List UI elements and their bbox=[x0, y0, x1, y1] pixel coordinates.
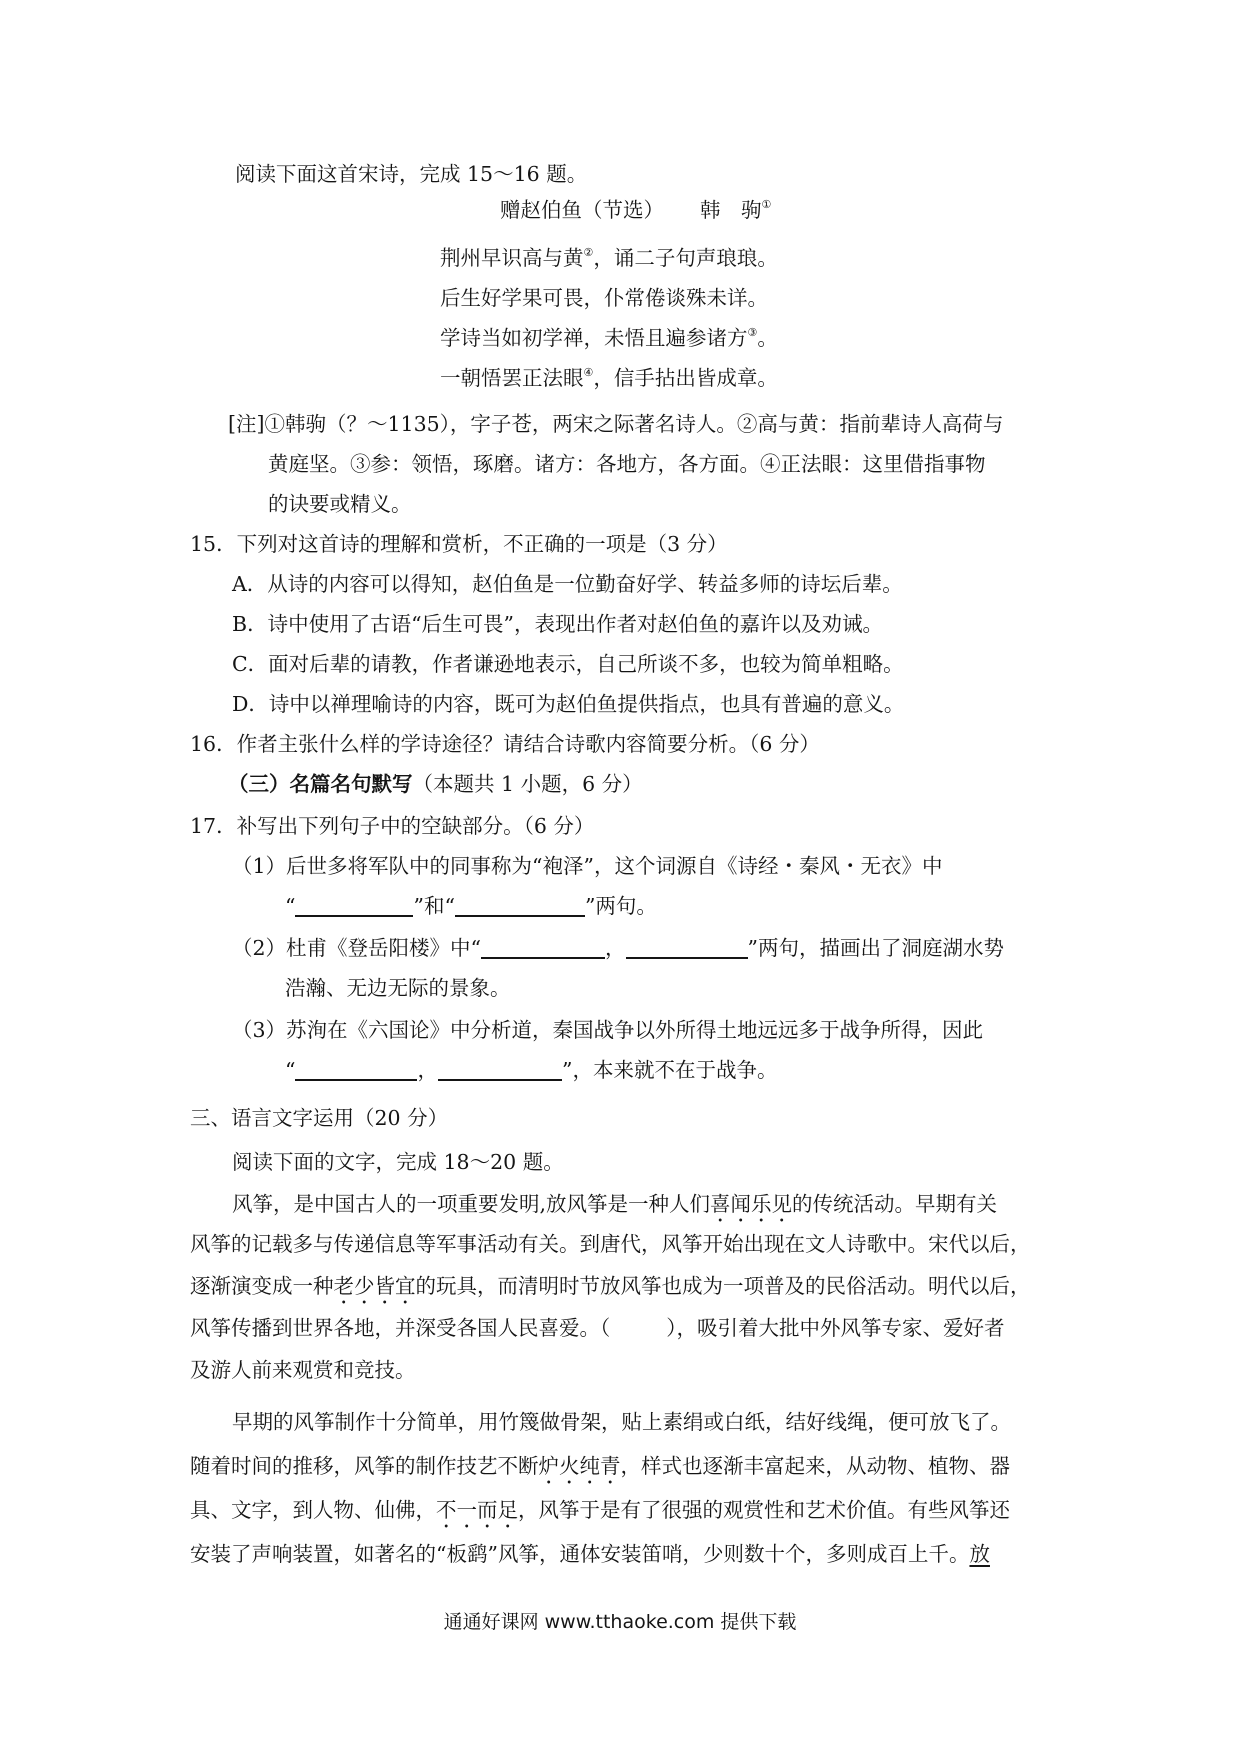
para-text: 风筝传播到世界各地，并深受各国人民喜爱。（ bbox=[190, 1316, 611, 1340]
poem-text: ，诵二子句声琅琅。 bbox=[593, 246, 778, 270]
poem-note-line-2: 黄庭坚。③参：领悟，琢磨。诸方：各地方，各方面。④正法眼：这里借指事物 bbox=[268, 452, 986, 476]
poem-author: 韩 驹 bbox=[700, 198, 762, 222]
underlined-char: 放 bbox=[969, 1542, 990, 1566]
comma: ， bbox=[417, 1058, 438, 1082]
poem-title-line bbox=[500, 196, 771, 224]
poem-text: ，信手拈出皆成章。 bbox=[593, 366, 778, 390]
para-text: ），吸引着大批中外风筝专家、爱好者 bbox=[666, 1316, 1005, 1340]
question-17-part-2 bbox=[232, 934, 1004, 962]
paragraph-1-line-4 bbox=[190, 1314, 1005, 1342]
para-text: 的传统活动。早期有关 bbox=[792, 1192, 998, 1216]
poem-line-4 bbox=[440, 364, 778, 392]
emphasized-phrase: 喜闻乐见 bbox=[710, 1192, 793, 1216]
question-15-option-b: B．诗中使用了古语“后生可畏”，表现出作者对赵伯鱼的嘉许以及劝诫。 bbox=[232, 612, 884, 636]
para-text: 逐渐演变成一种 bbox=[190, 1274, 334, 1298]
poem-line-1 bbox=[440, 244, 778, 272]
note-marker: ② bbox=[583, 246, 594, 259]
para-text: 安装了声响装置，如著名的“板鹞”风筝，通体安装笛哨，少则数十个，多则成百上千。 bbox=[190, 1542, 970, 1566]
para-text: ，样式也逐渐丰富起来，从动物、植物、器 bbox=[620, 1454, 1010, 1478]
question-17-part-1: （1）后世多将军队中的同事称为“袍泽”，这个词源自《诗经・秦风・无衣》中 bbox=[232, 854, 943, 878]
comma: ， bbox=[605, 936, 626, 960]
quote-connector: ”和“ bbox=[413, 894, 455, 918]
question-17-part-3: （3）苏洵在《六国论》中分析道，秦国战争以外所得土地远远多于战争所得，因此 bbox=[232, 1018, 984, 1042]
poem-text: 学诗当如初学禅，未悟且遍参诸方 bbox=[440, 326, 748, 350]
poem-note-line-1: [注]①韩驹（？～1135），字子苍，两宋之际著名诗人。②高与黄：指前辈诗人高荷与 bbox=[228, 412, 1004, 436]
question-15-option-d: D．诗中以禅理喻诗的内容，既可为赵伯鱼提供指点，也具有普遍的意义。 bbox=[232, 692, 905, 716]
para-text: ，风筝于是有了很强的观赏性和艺术价值。有些风筝还 bbox=[518, 1498, 1010, 1522]
paragraph-2-line-2 bbox=[190, 1452, 1010, 1489]
note-marker: ④ bbox=[583, 366, 594, 379]
poem-line-3 bbox=[440, 324, 778, 352]
emphasized-phrase: 不一而足 bbox=[436, 1498, 518, 1522]
reading-intro: 阅读下面这首宋诗，完成 15～16 题。 bbox=[235, 162, 588, 186]
answer-blank[interactable] bbox=[626, 937, 748, 959]
poem-text: 荆州早识高与黄 bbox=[440, 246, 584, 270]
paragraph-1-line-2: 风筝的记载多与传递信息等军事活动有关。到唐代，风筝开始出现在文人诗歌中。宋代以后， bbox=[190, 1232, 1031, 1256]
section-3-heading bbox=[228, 770, 643, 798]
quote-mark: “ bbox=[285, 1058, 296, 1082]
para-text: 的玩具，而清明时节放风筝也成为一项普及的民俗活动。明代以后， bbox=[415, 1274, 1031, 1298]
answer-blank[interactable] bbox=[295, 895, 413, 917]
note-marker: ③ bbox=[747, 326, 758, 339]
section-3-info: （本题共 1 小题，6 分） bbox=[412, 772, 643, 796]
question-15-stem: 15．下列对这首诗的理解和赏析，不正确的一项是（3 分） bbox=[190, 532, 728, 556]
poem-note-line-3: 的诀要或精义。 bbox=[268, 492, 412, 516]
part-3-intro: 阅读下面的文字，完成 18～20 题。 bbox=[232, 1150, 564, 1174]
quote-mark: “ bbox=[285, 894, 296, 918]
emphasized-phrase: 老少皆宜 bbox=[333, 1274, 416, 1298]
question-17-part-3-blanks bbox=[285, 1056, 777, 1084]
para-text: 具、文字，到人物、仙佛， bbox=[190, 1498, 436, 1522]
quote-suffix: ”，本来就不在于战争。 bbox=[561, 1058, 778, 1082]
poem-title: 赠赵伯鱼（节选） bbox=[500, 198, 664, 222]
page-footer: 通通好课网 www.tthaoke.com 提供下载 bbox=[443, 1611, 797, 1633]
poem-text: 一朝悟罢正法眼 bbox=[440, 366, 584, 390]
para-text: 随着时间的推移，风筝的制作技艺不断 bbox=[190, 1454, 539, 1478]
question-15-option-a: A．从诗的内容可以得知，赵伯鱼是一位勤奋好学、转益多师的诗坛后辈。 bbox=[232, 572, 903, 596]
question-17-part-2-cont: 浩瀚、无边无际的景象。 bbox=[285, 976, 511, 1000]
note-marker: ① bbox=[761, 198, 772, 211]
poem-line-2: 后生好学果可畏，仆常倦谈殊未详。 bbox=[440, 286, 768, 310]
question-15-option-c: C．面对后辈的请教，作者谦逊地表示，自己所谈不多，也较为简单粗略。 bbox=[232, 652, 904, 676]
answer-blank[interactable] bbox=[295, 1059, 417, 1081]
emphasized-phrase: 炉火纯青 bbox=[538, 1454, 621, 1478]
part-text: （2）杜甫《登岳阳楼》中“ bbox=[232, 936, 482, 960]
section-3-title: （三）名篇名句默写 bbox=[228, 772, 413, 796]
para-text: 风筝，是中国古人的一项重要发明,放风筝是一种人们 bbox=[232, 1192, 711, 1216]
paragraph-1-line-5: 及游人前来观赏和竞技。 bbox=[190, 1358, 416, 1382]
paragraph-2-line-4 bbox=[190, 1540, 990, 1568]
paragraph-2-line-1: 早期的风筝制作十分简单，用竹篾做骨架，贴上素绢或白纸，结好线绳，便可放飞了。 bbox=[232, 1410, 1011, 1434]
answer-blank[interactable] bbox=[438, 1059, 562, 1081]
part-3-heading: 三、语言文字运用（20 分） bbox=[190, 1106, 449, 1130]
question-17-stem: 17．补写出下列句子中的空缺部分。（6 分） bbox=[190, 814, 595, 838]
poem-text: 。 bbox=[757, 326, 778, 350]
paragraph-2-line-3 bbox=[190, 1496, 1010, 1533]
answer-blank[interactable] bbox=[455, 895, 585, 917]
part-text: ”两句，描画出了洞庭湖水势 bbox=[747, 936, 1005, 960]
paragraph-1-line-1 bbox=[232, 1190, 997, 1227]
answer-blank[interactable] bbox=[481, 937, 605, 959]
quote-suffix: ”两句。 bbox=[584, 894, 657, 918]
question-17-part-1-blanks bbox=[285, 892, 657, 920]
question-16: 16．作者主张什么样的学诗途径？请结合诗歌内容简要分析。（6 分） bbox=[190, 732, 820, 756]
paragraph-1-line-3 bbox=[190, 1272, 1031, 1309]
